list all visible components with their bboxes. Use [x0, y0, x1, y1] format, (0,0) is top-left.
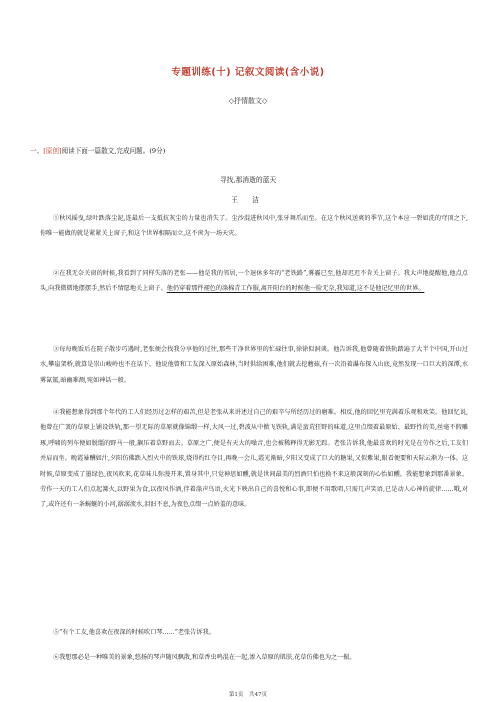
- essay-paragraph-4: ④我能想象得到那个年代的工人们经历过怎样的艰苦,但是老张从来讲述过自己的艰辛与所经历过的磨难。相反,他的回忆里充满着乐观和欢笑。他回忆说,他曾在广袤的草原上铺设铁轨,那一望无际的草原就像锦缎一样,大风一过,碧波从中掀飞铁轨,满是蛮荒狂野的味道,这里点缀着最原始、最野性的美,丝毫不假雕琢,呼啸的列车便如脱缰的野马一般,飙压着草野而去。草原之广,便是有天大的噪音,也会被稀释得无影无踪。老张告诉我,他最喜欢的时光是在劳作之后,工友们并肩而坐。晚霞暴酬如汁,夕阳仿佛跌入烈火中的铁球,烧得灼红夺目,再晚一会儿,霞光渐暗,夕阳又变成了巨大的糖果,又似紫果,眼看便要和天际云渐为一体。这时候,草原变成了墨绿色,夜风吹来,花草味儿弥漫开来,置身其中,只觉神思如醺,就是世间最美的烈酒只怕也换不来这般深刻的心怡如醺。我能想象到那番景象。劳作一天的工人们点起篝火,以野果为食,以夜风作酒,伴着涤声鸟语,火光下映出自己的喜悦和心事,即便不用歌唱,只需几声笑语,已是动人心神的旋律……哦,对了,或许还有一条蜿蜒的小河,潺潺流水,泪汩不息,为夜色点缀一点娇羞的意味。: [40, 409, 468, 509]
- essay-title: 寻找,那消逝的蓝天: [219, 176, 277, 184]
- page-title: 专题训练(十) 记叙文阅读(含小说): [171, 67, 325, 78]
- question-source-tag: [原创]: [43, 147, 62, 155]
- essay-paragraph-2: [40, 266, 468, 297]
- underlined-sentence: 他仍穿着那件褪色的涤棉青工作服,离开阳台的时候他一脸无奈,我知道,这不是他记忆里的世界。: [166, 285, 425, 293]
- section-subheading: ◇抒情散文◇: [228, 97, 268, 105]
- page-footer: [0, 690, 496, 698]
- essay-paragraph-1: ①秋风摇曳,绿叶跌落尘泥,连最后一支抵抗灰尘的力量也消失了。尘沙混进秋风中,张牙舞爪而至。在这个秋风送爽的季节,这个本应一碧如洗的穹顶之下,你唯一能做的就是紧紧关上窗子,和这个世界相隔而立,这不啻为一场天灾。: [40, 215, 469, 238]
- question-prompt: [30, 145, 165, 155]
- essay-paragraph-6: ⑥我想那必是一种唯美的景象,悠扬的琴声随风飘散,和草香虫鸣混在一起,渗入草原的肌肤,花草仿佛也为之一振。: [53, 654, 356, 661]
- question-number: 一、: [30, 147, 44, 155]
- essay-paragraph-3: ③每每晚饭后在院子散步巧遇时,老张便会找我分享他的过往,那些干净世界里的忙碌往事,徐徐似洞谈。他告诉我,他曾随着铁轨踏遍了大半个中国,开山过水,攀崖架桥,就算是崇山峻岭也不在话下。他说他曾和工友深入原始森林,当时供给困难,他们就去挖蘑菇,有一次沿着瀑布探入山底,竟然发现一口巨大的深潭,水雾氤氲,暗幽难测,宛如神话一般。: [40, 346, 469, 384]
- paragraph-2-text: ②在我无奈关窗的时候,我看到了同样失落的老张——他是我的邻居,一个退休多年的“老铁路”,雾霾已至,他却迟迟不肯关上窗子。我大声地提醒他,他点点头,向我微微地摆摆手,然后不情愿地关上窗子。: [40, 270, 468, 293]
- essay-author: 王 洁: [231, 196, 265, 204]
- page-number: 第1页: [228, 692, 244, 698]
- essay-paragraph-5: ⑤“有个工友,他喜欢在夜深的时候吹口琴……”老张告诉我。: [53, 629, 215, 636]
- question-text: 阅读下面一篇散文,完成问题。(9分): [61, 147, 166, 155]
- page-total: 共47页: [249, 692, 268, 698]
